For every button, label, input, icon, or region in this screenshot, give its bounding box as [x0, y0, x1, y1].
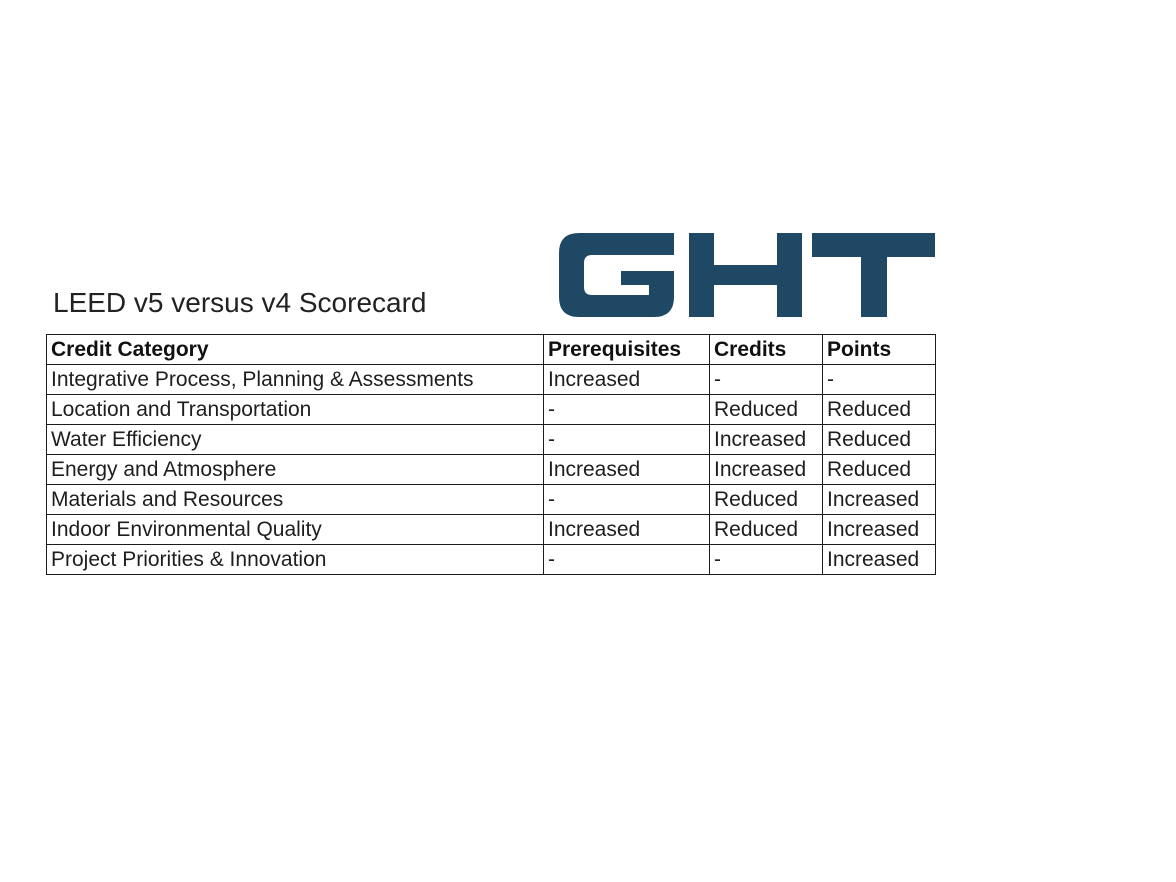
table-row: [47, 395, 936, 425]
cell-credits: Reduced: [710, 515, 823, 545]
table-header-row: [47, 335, 936, 365]
logo-letter-h: [689, 233, 802, 317]
logo-letter-g: [559, 233, 674, 317]
table-row: [47, 455, 936, 485]
cell-category: Materials and Resources: [47, 485, 544, 515]
table-row: [47, 545, 936, 575]
cell-prerequisites: -: [544, 425, 710, 455]
cell-points: Increased: [823, 515, 936, 545]
cell-points: Reduced: [823, 395, 936, 425]
cell-prerequisites: -: [544, 395, 710, 425]
ght-logo: [559, 233, 935, 317]
cell-credits: Increased: [710, 425, 823, 455]
cell-category: Location and Transportation: [47, 395, 544, 425]
table-row: [47, 485, 936, 515]
cell-category: Project Priorities & Innovation: [47, 545, 544, 575]
cell-prerequisites: Increased: [544, 515, 710, 545]
cell-credits: -: [710, 545, 823, 575]
header-points: Points: [823, 335, 936, 365]
table-row: [47, 515, 936, 545]
cell-points: Increased: [823, 485, 936, 515]
cell-category: Water Efficiency: [47, 425, 544, 455]
table-row: [47, 365, 936, 395]
cell-credits: Increased: [710, 455, 823, 485]
logo-letter-t: [812, 233, 935, 317]
cell-prerequisites: Increased: [544, 455, 710, 485]
header-credit-category: Credit Category: [47, 335, 544, 365]
cell-points: -: [823, 365, 936, 395]
table-row: [47, 425, 936, 455]
header-prerequisites: Prerequisites: [544, 335, 710, 365]
cell-points: Reduced: [823, 425, 936, 455]
cell-category: Indoor Environmental Quality: [47, 515, 544, 545]
cell-credits: Reduced: [710, 395, 823, 425]
cell-prerequisites: -: [544, 545, 710, 575]
cell-credits: Reduced: [710, 485, 823, 515]
cell-category: Integrative Process, Planning & Assessments: [47, 365, 544, 395]
page-title: LEED v5 versus v4 Scorecard: [53, 287, 427, 318]
cell-category: Energy and Atmosphere: [47, 455, 544, 485]
cell-points: Reduced: [823, 455, 936, 485]
cell-credits: -: [710, 365, 823, 395]
cell-prerequisites: -: [544, 485, 710, 515]
scorecard-table: [46, 334, 936, 575]
header-credits: Credits: [710, 335, 823, 365]
cell-points: Increased: [823, 545, 936, 575]
cell-prerequisites: Increased: [544, 365, 710, 395]
